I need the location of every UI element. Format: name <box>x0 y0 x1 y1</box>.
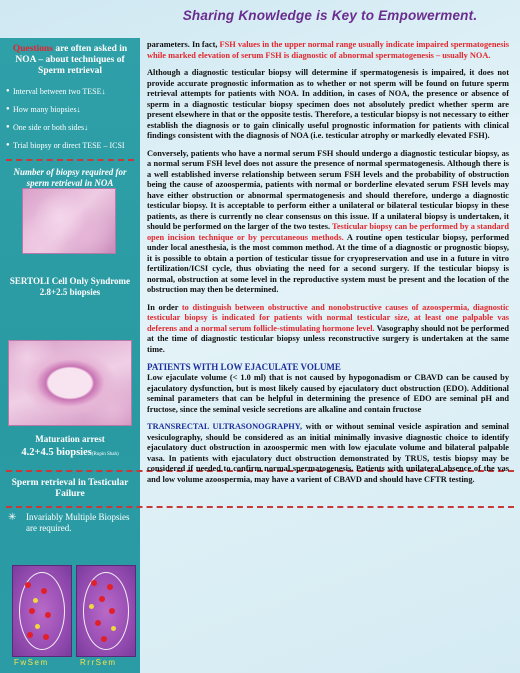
paragraph: Although a diagnostic testicular biopsy will determine if spermatogenesis is impaired, it does not provide accurate prognostic information as to whether or not sperm will be found on future sperm retrieval attempts for patients with NOA. In addition, in cases of NOA, the presence or absence of sperm in a diagnostic testicular biopsy specimen does not absolutely predict whether sperm are present elsewhere in that or the opposite testis. Therefore, a testicular biopsy is not necessary to either establish the diagnosis or to gain clinically useful prognostic information for patients with clinical findings consistent with the diagnosis of NOA (i.e. testicular atrophy or markedly elevated FSH). <box>147 68 509 140</box>
page-header-title: Sharing Knowledge is Key to Empowerment. <box>182 8 478 23</box>
sperm-focus-dot <box>25 582 31 588</box>
text-run: Conversely, patients who have a normal serum FSH should undergo a diagnostic testicular biopsy, as a normal serum FSH level does not assure the presence of normal spermatogenesis. Although there is a well established inverse relationship between serum FSH levels and the probability of obstruction being the cause of azoospermia, patients with normal or borderline elevated serum FSH levels may have either obstruction or abnormal spermatogenesis and should therefore, undergo a diagnostic testicular biopsy. It is acceptable to perform either a unilateral or bilateral testicular biopsy in these patients, as there is currently no clear consensus on this issue. If a unilateral biopsy is undertaken, it should be performed on the larger of the two testes. <box>147 148 509 231</box>
sidebar-divider <box>6 506 514 508</box>
main-article <box>147 40 509 492</box>
testis-diagram-right <box>76 565 136 657</box>
sperm-focus-dot <box>95 620 101 626</box>
sidebar-divider <box>6 159 134 161</box>
paragraph <box>147 422 509 485</box>
maturation-caption-title: Maturation arrest <box>35 434 105 444</box>
sidebar-heading-testicular-failure: Sperm retrieval in Testicular Failure <box>11 478 129 500</box>
testis-diagram-left <box>12 565 72 657</box>
sidebar-note <box>8 512 136 534</box>
maturation-caption <box>0 434 140 459</box>
sperm-focus-dot <box>91 580 97 586</box>
sidebar-questions <box>8 44 132 77</box>
text-run: A routine open testicular biopsy, performed under local anesthesia, is the most common method. At the time of a diagnostic or prognostic biopsy, it is possible to obtain a portion of testicular tissue for cryopreservation and use in a future in vitro fertilization/ICSI cycle, thus obviating the need for a second surgery. If the testicular biopsy is normal, obstruction at some level in the reproductive system must be present and the location of the obstruction may then be determined. <box>147 232 509 294</box>
highlight-text: Testicular biopsy can be performed by a standard open incision technique or by percutaneous methods. <box>147 222 510 242</box>
yellow-marker-dot <box>33 598 38 603</box>
section-heading-low-ejaculate: PATIENTS WITH LOW EJACULATE VOLUME <box>147 362 341 372</box>
yellow-marker-dot <box>89 604 94 609</box>
sperm-focus-dot <box>109 608 115 614</box>
sertoli-caption <box>0 276 140 299</box>
sidebar-note-text: Invariably Multiple Biopsies are required. <box>26 512 130 533</box>
text-run: with or without seminal vesicle aspiration and seminal vesiculography, should be considered as an initial minimally invasive diagnostic choice to identify ejaculatory duct obstruction in azoospermic men with low ejaculate volume and bilateral palpable vasa. In patients with ejaculatory duct obstruction demonstrated by TRUS, testis biopsy may be considered if needed to confirm normal spermatogenesis. Patients with unilateral absence of the vas and low volume azoospermia, may have a varient of CBAVD and should have CFTR testing. <box>147 422 509 484</box>
paragraph <box>147 40 509 61</box>
list-item: ● Interval between two TESE↓ <box>6 83 136 101</box>
sidebar-heading-biopsy: Number of biopsy required for sperm retrieval in NOA <box>13 166 127 188</box>
highlight-text: TRANSRECTAL ULTRASONOGRAPHY, <box>147 422 303 432</box>
diagram-right-label: RrrSem <box>80 658 117 667</box>
sperm-focus-dot <box>99 596 105 602</box>
highlight-text: to distinguish between obstructive and nonobstructive causes of azoospermia, diagnostic testicular biopsy is indicated for patients with normal testicular size, at least one palpable vas deferens and a normal serum follicle-stimulating hormone level. <box>147 302 509 333</box>
sperm-focus-dot <box>45 612 51 618</box>
text-run: In order <box>147 302 182 312</box>
sperm-focus-dot <box>41 588 47 594</box>
maturation-caption-author: (Rupin Shah) <box>91 451 119 457</box>
sperm-focus-dot <box>101 636 107 642</box>
maturation-caption-value: 4.2+4.5 biopsies <box>21 446 92 458</box>
yellow-marker-dot <box>111 626 116 631</box>
list-item: ● One side or both sides↓ <box>6 119 136 137</box>
sertoli-caption-value: 2.8+2.5 biopsies <box>39 287 101 298</box>
text-run: Vasography should not be performed at the time of diagnostic testicular biopsy unless reconstructive surgery is undertaken at the same time. <box>147 323 510 354</box>
star-bullet-icon: ✳ <box>8 512 17 523</box>
diagram-left-label: FwSem <box>14 658 49 667</box>
sidebar-question-list <box>6 83 136 155</box>
yellow-marker-dot <box>35 624 40 629</box>
highlight-text: FSH values in the upper normal range usually indicate impaired spermatogenesis while marked elevation of serum FSH is diagnostic of abnormal spermatogenesis – usually NOA. <box>147 40 510 60</box>
sperm-focus-dot <box>43 634 49 640</box>
list-item: ● How many biopsies↓ <box>6 101 136 119</box>
text-run: parameters. In fact, <box>147 40 220 49</box>
sidebar-questions-highlight: Questions <box>12 44 53 54</box>
paragraph: Low ejaculate volume (< 1.0 ml) that is not caused by hypogonadism or CBAVD can be caused by ejaculatory dysfunction, but is most likely caused by ejaculatory duct obstruction (EDO). Additional seminal parameters that can be helpful in determining the presence of EDO are seminal pH and fructose, since the seminal vesicle secretions are alkaline and contain fructose <box>147 373 509 414</box>
paragraph <box>147 303 509 356</box>
sidebar-questions-text: are often asked in NOA – about techniques of Sperm retrieval <box>15 44 128 76</box>
sperm-focus-dot <box>107 584 113 590</box>
sperm-focus-dot <box>29 608 35 614</box>
maturation-arrest-micrograph-image <box>8 340 132 426</box>
paragraph <box>147 149 509 296</box>
sertoli-micrograph-image <box>22 188 116 254</box>
list-item: ● Trial biopsy or direct TESE – ICSI <box>6 137 136 155</box>
sperm-focus-dot <box>27 632 33 638</box>
sertoli-caption-title: SERTOLI Cell Only Syndrome <box>9 276 131 286</box>
